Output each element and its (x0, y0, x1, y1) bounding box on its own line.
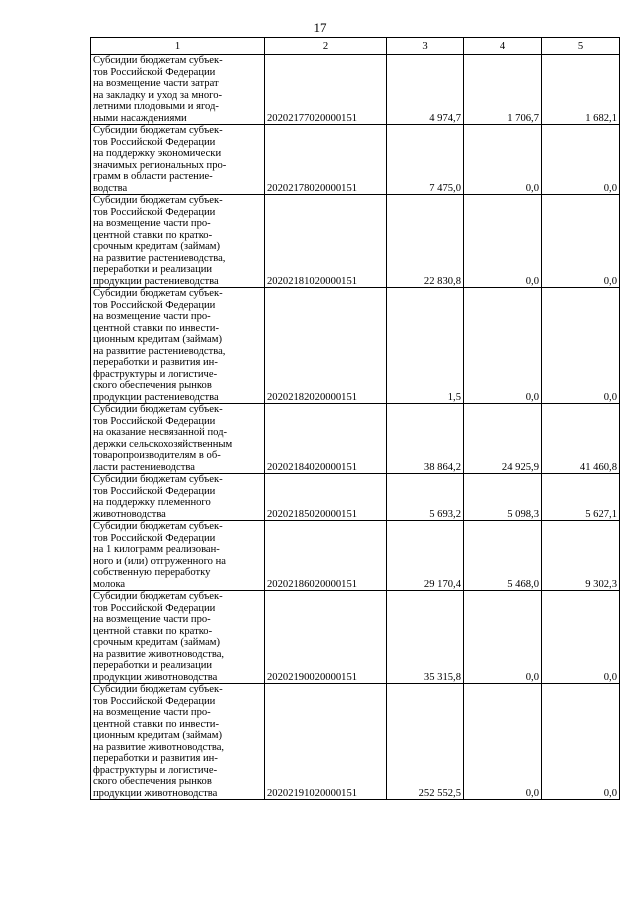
amount-col3-cell: 29 170,4 (387, 521, 464, 591)
amount-col3-cell: 4 974,7 (387, 55, 464, 125)
subsidy-name-cell (91, 591, 265, 684)
subsidy-name-line: на поддержку племенного (93, 497, 211, 508)
subsidy-name-line: на развитие животноводства, (93, 741, 225, 753)
subsidy-name-line: продукции растениеводства (93, 391, 219, 403)
budget-code-cell: 20202182020000151 (265, 288, 387, 404)
subsidy-name-line: на возмещение части про- (93, 707, 211, 718)
table-header-row (91, 38, 620, 55)
amount-col3-cell: 38 864,2 (387, 404, 464, 474)
subsidy-name-line: тов Российской Федерации (93, 66, 216, 78)
column-header-2: 2 (265, 38, 387, 55)
subsidy-name-line: молока (93, 578, 126, 590)
amount-col5-cell: 0,0 (542, 125, 620, 195)
amount-col4-cell: 0,0 (464, 125, 542, 195)
subsidy-name-line: ными насаждениями (93, 112, 187, 124)
budget-code-cell: 20202181020000151 (265, 195, 387, 288)
subsidy-name-line: Субсидии бюджетам субъек- (93, 404, 223, 415)
subsidy-name-line: летними плодовыми и ягод- (93, 101, 219, 112)
subsidy-name-line: на 1 килограмм реализован- (93, 544, 220, 555)
subsidy-name-line: переработки и реализации (93, 660, 213, 671)
column-header-1: 1 (91, 38, 265, 55)
budget-code-cell: 20202186020000151 (265, 521, 387, 591)
table-row (91, 288, 620, 404)
subsidy-name-line: Субсидии бюджетам субъек- (93, 195, 223, 206)
subsidy-name-line: собственную переработку (93, 567, 211, 578)
amount-col5-cell: 0,0 (542, 195, 620, 288)
subsidy-name-line: Субсидии бюджетам субъек- (93, 521, 223, 532)
subsidy-name-line: тов Российской Федерации (93, 206, 216, 218)
table-row (91, 474, 620, 521)
subsidy-name-cell (91, 684, 265, 800)
subsidy-name-line: на возмещение части про- (93, 614, 211, 625)
subsidy-name-line: тов Российской Федерации (93, 695, 216, 707)
page-number: 17 (313, 20, 327, 35)
subsidy-name-line: центной ставки по инвести- (93, 322, 219, 334)
amount-col4-cell: 0,0 (464, 591, 542, 684)
subsidy-name-line: ского обеспечения рынков (93, 776, 212, 787)
amount-col3-cell: 35 315,8 (387, 591, 464, 684)
subsidy-name-line: продукции животноводства (93, 787, 218, 799)
amount-col3-cell: 252 552,5 (387, 684, 464, 800)
amount-col4-cell: 0,0 (464, 288, 542, 404)
subsidy-name-line: центной ставки по кратко- (93, 625, 213, 637)
subsidy-name-line: тов Российской Федерации (93, 532, 216, 544)
subsidy-name-line: водства (93, 182, 128, 194)
subsidy-name-line: срочным кредитам (займам) (93, 637, 221, 648)
subsidy-name-line: Субсидии бюджетам субъек- (93, 474, 223, 485)
subsidy-name-line: Субсидии бюджетам субъек- (93, 684, 223, 695)
amount-col4-cell: 0,0 (464, 684, 542, 800)
subsidy-name-line: на поддержку экономически (93, 148, 222, 159)
amount-col4-cell: 0,0 (464, 195, 542, 288)
subsidy-name-line: держки сельскохозяйственным (93, 438, 233, 450)
subsidy-name-line: продукции животноводства (93, 671, 218, 683)
subsidy-name-line: грамм в области растение- (93, 171, 213, 182)
subsidy-name-line: ционным кредитам (займам) (93, 730, 222, 741)
subsidy-name-line: продукции растениеводства (93, 275, 219, 287)
budget-table (90, 37, 620, 800)
subsidy-name-line: на возмещение части про- (93, 311, 211, 322)
subsidy-name-line: на возмещение части затрат (93, 78, 219, 89)
subsidy-name-cell (91, 404, 265, 474)
subsidy-name-line: ного и (или) отгруженного на (93, 555, 227, 567)
amount-col4-cell: 5 468,0 (464, 521, 542, 591)
amount-col3-cell: 22 830,8 (387, 195, 464, 288)
table-row (91, 684, 620, 800)
table-row (91, 404, 620, 474)
budget-code-cell: 20202191020000151 (265, 684, 387, 800)
subsidy-name-line: Субсидии бюджетам субъек- (93, 55, 223, 66)
subsidy-name-line: ского обеспечения рынков (93, 380, 212, 391)
subsidy-name-line: переработки и развития ин- (93, 357, 218, 368)
subsidy-name-line: переработки и реализации (93, 264, 213, 275)
table-row (91, 125, 620, 195)
subsidy-name-cell (91, 521, 265, 591)
budget-code-cell: 20202190020000151 (265, 591, 387, 684)
subsidy-name-line: фраструктуры и логистиче- (93, 368, 218, 380)
amount-col5-cell: 0,0 (542, 288, 620, 404)
amount-col5-cell: 5 627,1 (542, 474, 620, 521)
subsidy-name-line: срочным кредитам (займам) (93, 241, 221, 252)
subsidy-name-line: на развитие растениеводства, (93, 252, 226, 264)
amount-col5-cell: 0,0 (542, 684, 620, 800)
subsidy-name-line: животноводства (93, 508, 166, 520)
subsidy-name-line: центной ставки по инвести- (93, 718, 219, 730)
amount-col3-cell: 1,5 (387, 288, 464, 404)
subsidy-name-line: на развитие животноводства, (93, 648, 225, 660)
amount-col3-cell: 5 693,2 (387, 474, 464, 521)
amount-col5-cell: 9 302,3 (542, 521, 620, 591)
subsidy-name-cell (91, 195, 265, 288)
subsidy-name-line: Субсидии бюджетам субъек- (93, 591, 223, 602)
table-row (91, 521, 620, 591)
column-header-3: 3 (387, 38, 464, 55)
subsidy-name-line: тов Российской Федерации (93, 485, 216, 497)
subsidy-name-line: значимых региональных про- (93, 159, 227, 171)
amount-col5-cell: 1 682,1 (542, 55, 620, 125)
budget-code-cell: 20202184020000151 (265, 404, 387, 474)
amount-col4-cell: 1 706,7 (464, 55, 542, 125)
budget-code-cell: 20202178020000151 (265, 125, 387, 195)
budget-code-cell: 20202185020000151 (265, 474, 387, 521)
amount-col4-cell: 24 925,9 (464, 404, 542, 474)
subsidy-name-line: на закладку и уход за много- (93, 89, 223, 101)
table-row (91, 55, 620, 125)
subsidy-name-cell (91, 474, 265, 521)
column-header-5: 5 (542, 38, 620, 55)
subsidy-name-line: фраструктуры и логистиче- (93, 764, 218, 776)
subsidy-name-line: на оказание несвязанной под- (93, 427, 228, 438)
amount-col5-cell: 0,0 (542, 591, 620, 684)
subsidy-name-cell (91, 55, 265, 125)
subsidy-name-line: на возмещение части про- (93, 218, 211, 229)
budget-code-cell: 20202177020000151 (265, 55, 387, 125)
subsidy-name-line: ласти растениеводства (93, 461, 195, 473)
subsidy-name-line: тов Российской Федерации (93, 136, 216, 148)
subsidy-name-line: товаропроизводителям в об- (93, 450, 221, 461)
subsidy-name-line: Субсидии бюджетам субъек- (93, 125, 223, 136)
table-body (91, 55, 620, 800)
subsidy-name-line: на развитие растениеводства, (93, 345, 226, 357)
subsidy-name-line: Субсидии бюджетам субъек- (93, 288, 223, 299)
table-row (91, 195, 620, 288)
subsidy-name-cell (91, 288, 265, 404)
subsidy-name-line: тов Российской Федерации (93, 299, 216, 311)
subsidy-name-line: переработки и развития ин- (93, 753, 218, 764)
table-row (91, 591, 620, 684)
amount-col4-cell: 5 098,3 (464, 474, 542, 521)
subsidy-name-line: центной ставки по кратко- (93, 229, 213, 241)
subsidy-name-line: тов Российской Федерации (93, 415, 216, 427)
subsidy-name-line: ционным кредитам (займам) (93, 334, 222, 345)
subsidy-name-cell (91, 125, 265, 195)
amount-col3-cell: 7 475,0 (387, 125, 464, 195)
column-header-4: 4 (464, 38, 542, 55)
subsidy-name-line: тов Российской Федерации (93, 602, 216, 614)
amount-col5-cell: 41 460,8 (542, 404, 620, 474)
